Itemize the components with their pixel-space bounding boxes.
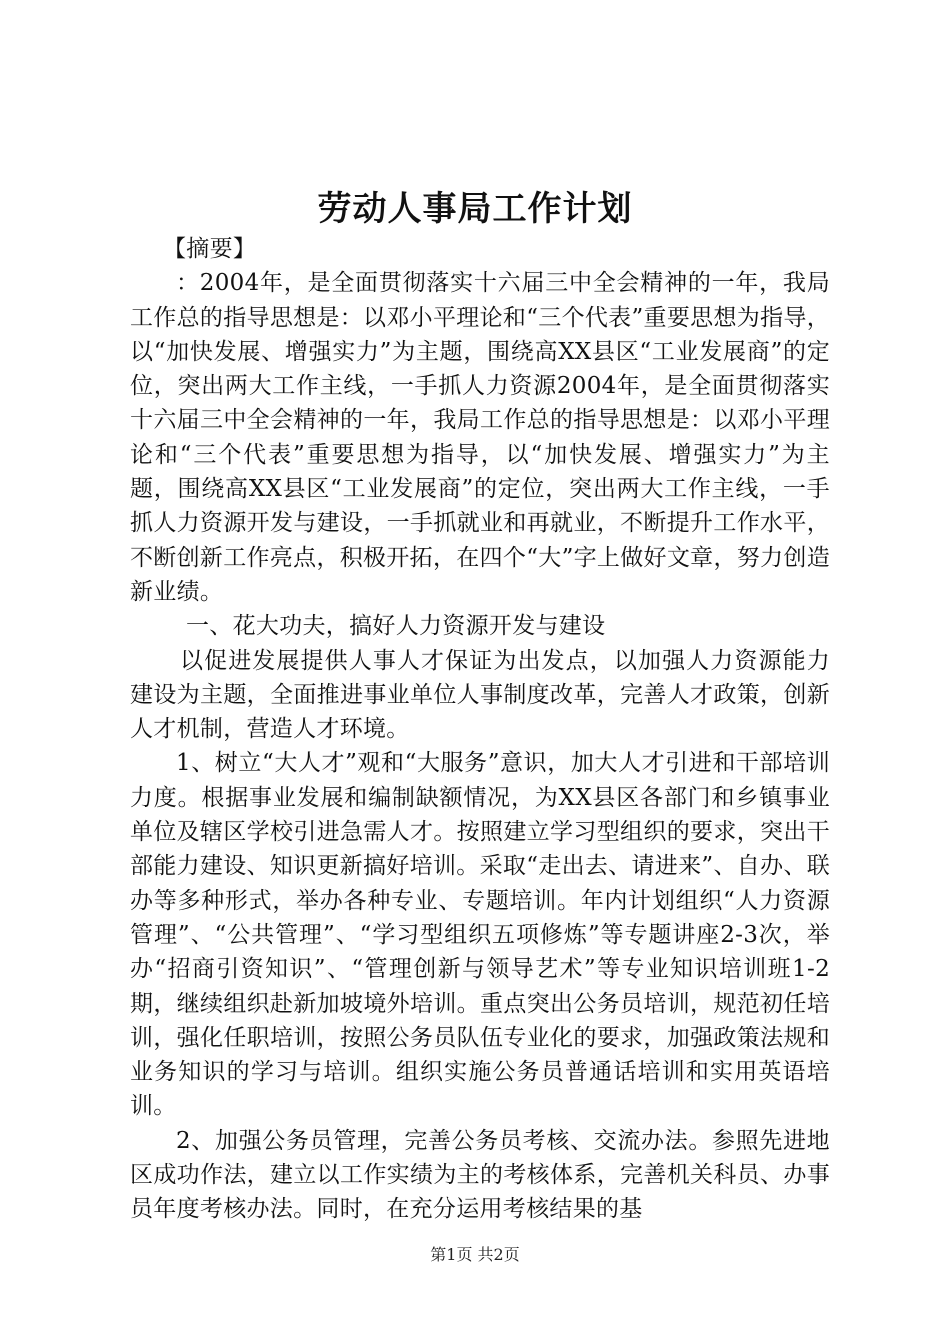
abstract-paragraph: ：2004年，是全面贯彻落实十六届三中全会精神的一年，我局工作总的指导思想是：以邓小平理论和“三个代表”重要思想为指导，以“加快发展、增强实力”为主题，围绕高XX县区“工业发展商”的定位，突出两大工作主线，一手抓人力资源2004年，是全面贯彻落实十六届三中全会精神的一年，我局工作总的指导思想是：以邓小平理论和“三个代表”重要思想为指导，以“加快发展、增强实力”为主题，围绕高XX县区“工业发展商”的定位，突出两大工作主线，一手抓人力资源开发与建设，一手抓就业和再就业，不断提升工作水平，不断创新工作亮点，积极开拓，在四个“大”字上做好文章，努力创造新业绩。 [130,270,830,605]
abstract-label: 【摘要】 [163,236,257,262]
body-paragraph: 1、树立“大人才”观和“大服务”意识，加大人才引进和干部培训力度。根据事业发展和编制缺额情况，为XX县区各部门和乡镇事业单位及辖区学校引进急需人才。按照建立学习型组织的要求，突出干部能力建设、知识更新搞好培训。采取“走出去、请进来”、自办、联办等多种形式，举办各种专业、专题培训。年内计划组织“人力资源管理”、“公共管理”、“学习型组织五项修炼”等专题讲座2-3次，举办“招商引资知识”、“管理创新与领导艺术”等专业知识培训班1-2期，继续组织赴新加坡境外培训。重点突出公务员培训，规范初任培训，强化任职培训，按照公务员队伍专业化的要求，加强政策法规和业务知识的学习与培训。组织实施公务员普通话培训和实用英语培训。 [130,750,830,1120]
document-body [130,232,830,1227]
page-footer: 第1页 共2页 [430,1245,520,1264]
body-paragraph: 以促进发展提供人事人才保证为出发点，以加强人力资源能力建设为主题，全面推进事业单位人事制度改革，完善人才政策，创新人才机制，营造人才环境。 [130,647,830,743]
document-title: 劳动人事局工作计划 [317,189,633,229]
body-paragraph: 2、加强公务员管理，完善公务员考核、交流办法。参照先进地区成功作法，建立以工作实绩为主的考核体系，完善机关科员、办事员年度考核办法。同时，在充分运用考核结果的基 [130,1127,830,1223]
section-heading-1: 一、花大功夫，搞好人力资源开发与建设 [186,613,606,640]
